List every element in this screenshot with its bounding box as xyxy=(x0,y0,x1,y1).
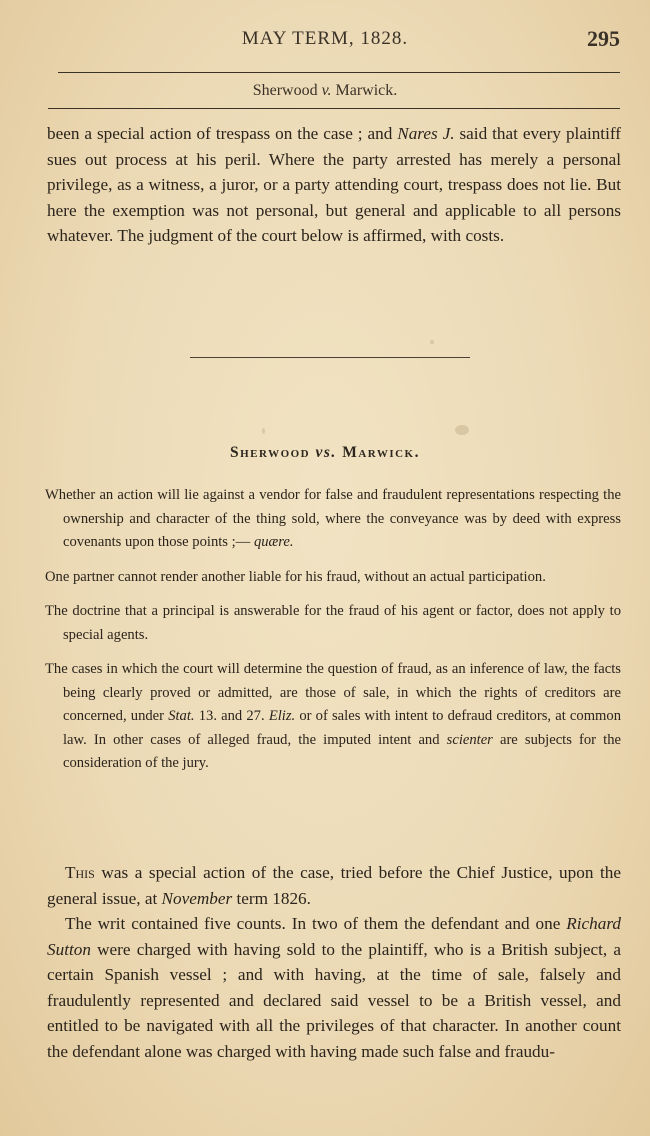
main-paragraph-1-text-a: was a special action of the case, tried before the Chief Justice, upon the general issue, at xyxy=(47,863,621,908)
paper-speck xyxy=(455,425,469,435)
paper-speck xyxy=(262,428,265,434)
case-header-defendant: Marwick. xyxy=(335,82,398,99)
party-name: Richard Sutton xyxy=(47,914,621,959)
continuation-text-2: said that every plaintiff sues out process at his peril. Where the party arrested has merely a personal privilege, as a witness, a juror, or a party attending court, trespass does not lie. But here the exemption was not personal, but general and applicable to all persons whatever. The judgment of the court below is affirmed, with costs. xyxy=(47,124,621,245)
headnote-1-quaere: quære. xyxy=(253,534,294,550)
case-header-plaintiff: Sherwood xyxy=(252,82,318,99)
judge-name: Nares J. xyxy=(397,124,455,143)
headnote-4-text-a: The cases in which the court will determine the question of fraud, as an inference of law, the facts being clearly proved or admitted, are those of sale, in which the rights of creditors are concerned, under xyxy=(45,661,621,724)
main-paragraph-2-text-a: The writ contained five counts. In two of them the defendant and one xyxy=(65,914,567,933)
header-bottom-rule xyxy=(48,108,620,109)
headnote-4-scienter: scienter xyxy=(446,731,493,748)
headnote-4 xyxy=(45,658,621,776)
case-header-versus: v. xyxy=(321,82,332,99)
headnote-4-text-d: are subjects for the consideration of the jury. xyxy=(63,731,621,771)
running-head-title: MAY TERM, 1828. xyxy=(241,28,409,49)
continuation-paragraph xyxy=(47,121,621,249)
headnote-4-text-b: 13. and 27. xyxy=(194,708,269,724)
headnote-1 xyxy=(45,484,621,555)
section-title xyxy=(0,444,650,462)
headnote-4-stat: Stat. xyxy=(168,708,195,724)
main-paragraph-1-text-b: term 1826. xyxy=(232,888,311,908)
headnote-1-text: Whether an action will lie against a vendor for false and fraudulent representations respecting the ownership and character of the thing sold, where the conveyance was by deed with express covenants upon those points ;— xyxy=(45,487,621,550)
main-text xyxy=(47,860,621,1064)
headnote-2 xyxy=(45,566,621,590)
headnote-3-text: The doctrine that a principal is answerable for the fraud of his agent or factor, does not apply to special agents. xyxy=(45,603,621,643)
paper-speck xyxy=(430,340,434,344)
main-first-word: This xyxy=(65,863,95,882)
continuation-text-1: been a special action of trespass on the case ; and xyxy=(47,124,398,143)
headnote-3 xyxy=(45,600,621,647)
section-title-defendant: Marwick. xyxy=(342,444,420,461)
main-paragraph-2-text-b: were charged with having sold to the plaintiff, who is a British subject, a certain Spanish vessel ; and with having, at the time of sale, falsely and fraudulently represented and declared said vessel to be a British vessel, and entitled to be navigated with all the privileges of that character. In another count the defendant alone was charged with having made such false and fraudu- xyxy=(47,939,621,1061)
main-paragraph-1 xyxy=(47,860,621,911)
headnote-4-text-c: or of sales with intent to defraud creditors, at common law. In other cases of alleged fraud, the imputed intent and xyxy=(63,708,621,748)
main-term-month: November xyxy=(161,888,233,908)
section-title-versus: vs. xyxy=(315,444,337,461)
running-head xyxy=(0,28,650,58)
headnotes xyxy=(45,484,621,787)
section-divider xyxy=(190,357,470,358)
case-header xyxy=(0,82,650,100)
main-paragraph-2 xyxy=(47,911,621,1064)
headnote-2-text: One partner cannot render another liable for his fraud, without an actual participation. xyxy=(45,568,546,585)
section-title-plaintiff: Sherwood xyxy=(230,444,311,461)
headnote-4-eliz: Eliz. xyxy=(268,708,296,724)
header-top-rule xyxy=(58,72,620,73)
page-number: 295 xyxy=(587,26,620,51)
